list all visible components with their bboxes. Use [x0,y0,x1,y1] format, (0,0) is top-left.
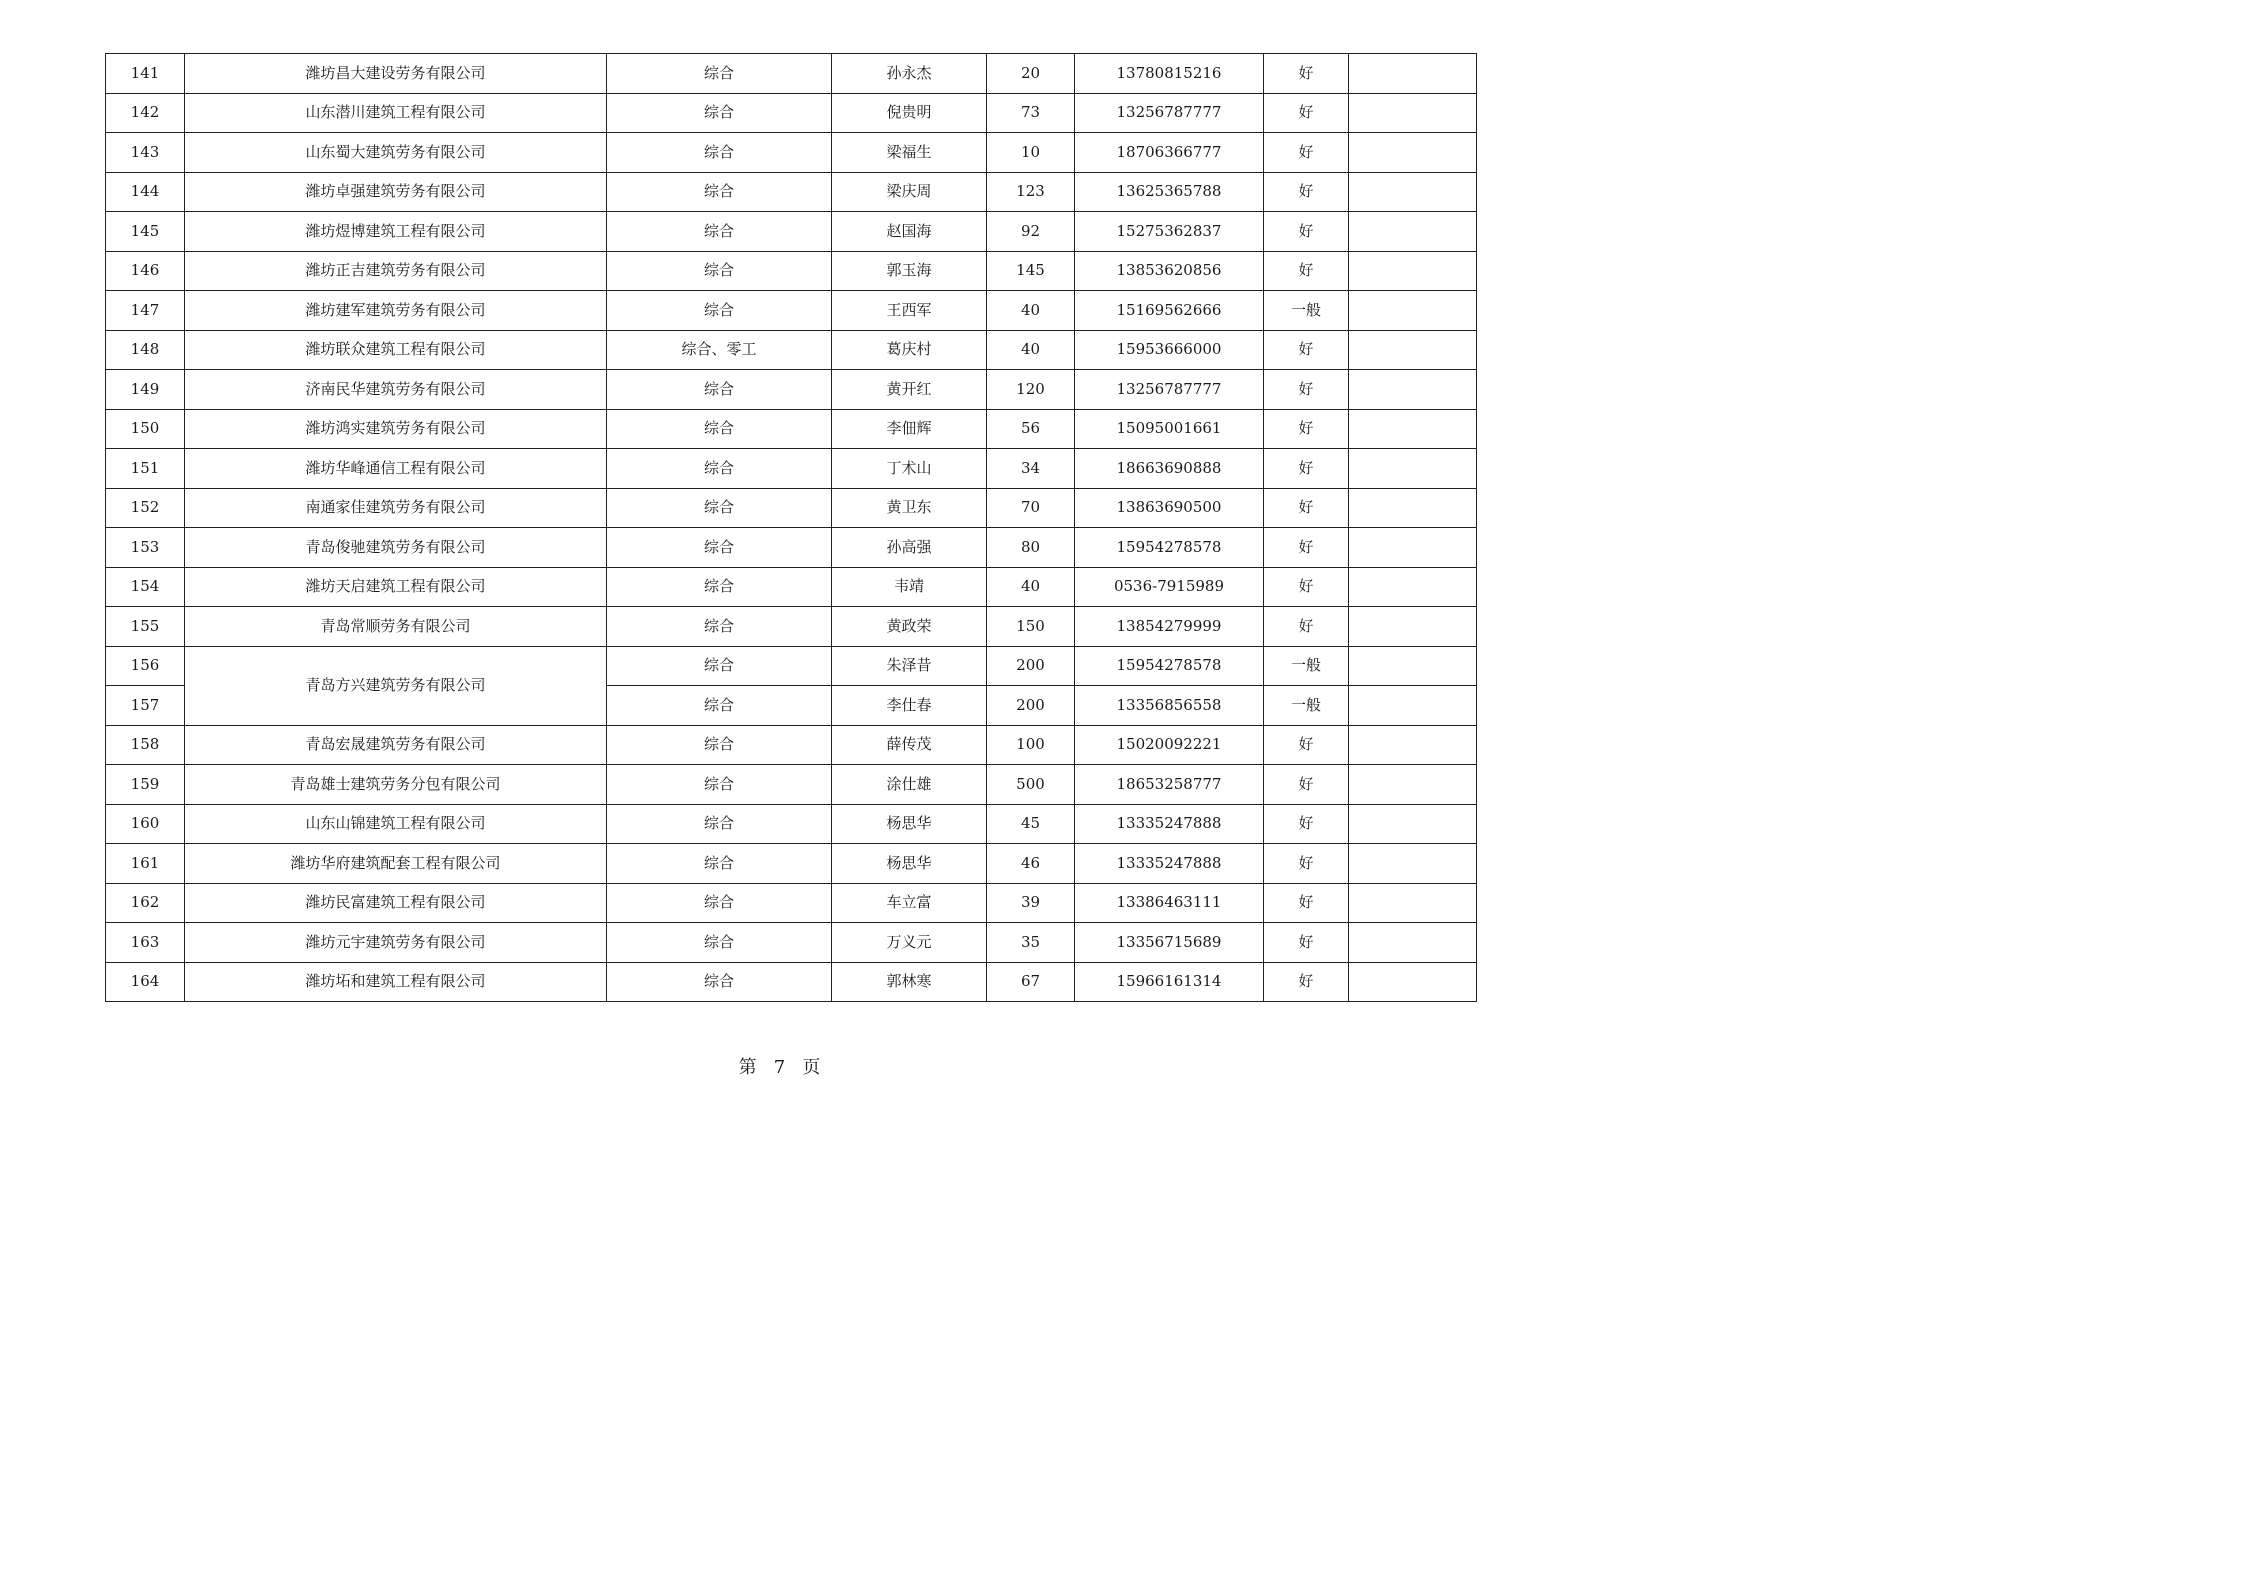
work-type-cell: 综合 [607,291,832,331]
work-type-cell: 综合 [607,923,832,963]
row-number-cell: 145 [106,212,185,252]
company-cell: 潍坊联众建筑工程有限公司 [185,330,607,370]
worker-count-cell: 35 [987,923,1075,963]
work-type-cell: 综合 [607,251,832,291]
contact-person-cell: 薛传茂 [832,725,987,765]
company-cell: 潍坊民富建筑工程有限公司 [185,883,607,923]
worker-count-cell: 45 [987,804,1075,844]
contact-person-cell: 杨思华 [832,844,987,884]
table-row [106,172,1477,212]
page-label-prefix: 第 [738,1057,757,1078]
remark-cell [1349,923,1477,963]
roster-sheet [105,53,1476,1002]
remark-cell [1349,844,1477,884]
rating-cell: 好 [1264,804,1349,844]
company-cell: 潍坊天启建筑工程有限公司 [185,567,607,607]
phone-cell: 15954278578 [1075,528,1264,568]
worker-count-cell: 100 [987,725,1075,765]
worker-count-cell: 40 [987,567,1075,607]
rating-cell: 好 [1264,251,1349,291]
table-row [106,449,1477,489]
row-number-cell: 149 [106,370,185,410]
work-type-cell: 综合 [607,93,832,133]
worker-count-cell: 200 [987,646,1075,686]
contact-person-cell: 黄开红 [832,370,987,410]
work-type-cell: 综合 [607,54,832,94]
rating-cell: 好 [1264,330,1349,370]
row-number-cell: 162 [106,883,185,923]
contact-person-cell: 葛庆村 [832,330,987,370]
row-number-cell: 144 [106,172,185,212]
phone-cell: 13356856558 [1075,686,1264,726]
worker-count-cell: 145 [987,251,1075,291]
company-cell: 潍坊建军建筑劳务有限公司 [185,291,607,331]
table-row [106,962,1477,1002]
table-row [106,93,1477,133]
row-number-cell: 152 [106,488,185,528]
rating-cell: 一般 [1264,646,1349,686]
row-number-cell: 163 [106,923,185,963]
work-type-cell: 综合 [607,686,832,726]
work-type-cell: 综合 [607,488,832,528]
phone-cell: 15966161314 [1075,962,1264,1002]
table-row [106,646,1477,686]
remark-cell [1349,567,1477,607]
row-number-cell: 160 [106,804,185,844]
contact-person-cell: 孙高强 [832,528,987,568]
contact-person-cell: 杨思华 [832,804,987,844]
company-cell: 山东山锦建筑工程有限公司 [185,804,607,844]
work-type-cell: 综合 [607,765,832,805]
remark-cell [1349,409,1477,449]
work-type-cell: 综合 [607,528,832,568]
rating-cell: 好 [1264,725,1349,765]
page-number: 7 [773,1057,786,1078]
contact-person-cell: 丁术山 [832,449,987,489]
contact-person-cell: 黄卫东 [832,488,987,528]
company-cell: 潍坊正吉建筑劳务有限公司 [185,251,607,291]
remark-cell [1349,686,1477,726]
contractor-table [105,53,1477,1002]
table-row [106,844,1477,884]
remark-cell [1349,133,1477,173]
company-cell: 济南民华建筑劳务有限公司 [185,370,607,410]
contact-person-cell: 黄政荣 [832,607,987,647]
work-type-cell: 综合 [607,449,832,489]
contact-person-cell: 郭林寒 [832,962,987,1002]
rating-cell: 好 [1264,765,1349,805]
table-row [106,409,1477,449]
rating-cell: 好 [1264,962,1349,1002]
remark-cell [1349,962,1477,1002]
remark-cell [1349,804,1477,844]
page-label-suffix: 页 [802,1057,821,1078]
remark-cell [1349,765,1477,805]
phone-cell: 15954278578 [1075,646,1264,686]
company-cell: 潍坊昌大建设劳务有限公司 [185,54,607,94]
remark-cell [1349,291,1477,331]
contact-person-cell: 李佃辉 [832,409,987,449]
company-cell: 青岛俊驰建筑劳务有限公司 [185,528,607,568]
phone-cell: 15095001661 [1075,409,1264,449]
phone-cell: 13863690500 [1075,488,1264,528]
work-type-cell: 综合 [607,172,832,212]
work-type-cell: 综合 [607,409,832,449]
work-type-cell: 综合 [607,844,832,884]
phone-cell: 13256787777 [1075,93,1264,133]
rating-cell: 好 [1264,567,1349,607]
phone-cell: 13625365788 [1075,172,1264,212]
table-row [106,804,1477,844]
rating-cell: 一般 [1264,291,1349,331]
table-row [106,212,1477,252]
table-row [106,765,1477,805]
phone-cell: 13853620856 [1075,251,1264,291]
rating-cell: 好 [1264,923,1349,963]
rating-cell: 好 [1264,370,1349,410]
worker-count-cell: 80 [987,528,1075,568]
contact-person-cell: 赵国海 [832,212,987,252]
work-type-cell: 综合 [607,883,832,923]
contact-person-cell: 车立富 [832,883,987,923]
work-type-cell: 综合 [607,804,832,844]
work-type-cell: 综合 [607,962,832,1002]
company-cell: 山东蜀大建筑劳务有限公司 [185,133,607,173]
row-number-cell: 147 [106,291,185,331]
worker-count-cell: 500 [987,765,1075,805]
phone-cell: 0536-7915989 [1075,567,1264,607]
row-number-cell: 148 [106,330,185,370]
contact-person-cell: 万义元 [832,923,987,963]
company-cell: 潍坊华峰通信工程有限公司 [185,449,607,489]
contact-person-cell: 朱泽昔 [832,646,987,686]
work-type-cell: 综合 [607,133,832,173]
worker-count-cell: 73 [987,93,1075,133]
contact-person-cell: 涂仕雄 [832,765,987,805]
rating-cell: 好 [1264,528,1349,568]
work-type-cell: 综合 [607,607,832,647]
work-type-cell: 综合 [607,212,832,252]
company-cell: 山东潜川建筑工程有限公司 [185,93,607,133]
work-type-cell: 综合 [607,370,832,410]
company-cell: 潍坊坧和建筑工程有限公司 [185,962,607,1002]
contact-person-cell: 梁庆周 [832,172,987,212]
company-cell: 潍坊鸿实建筑劳务有限公司 [185,409,607,449]
rating-cell: 好 [1264,449,1349,489]
contact-person-cell: 倪贵明 [832,93,987,133]
worker-count-cell: 46 [987,844,1075,884]
row-number-cell: 154 [106,567,185,607]
table-row [106,133,1477,173]
phone-cell: 15275362837 [1075,212,1264,252]
company-cell: 潍坊华府建筑配套工程有限公司 [185,844,607,884]
worker-count-cell: 40 [987,330,1075,370]
row-number-cell: 141 [106,54,185,94]
worker-count-cell: 40 [987,291,1075,331]
company-cell: 潍坊煜博建筑工程有限公司 [185,212,607,252]
rating-cell: 好 [1264,607,1349,647]
table-row [106,291,1477,331]
contact-person-cell: 郭玉海 [832,251,987,291]
work-type-cell: 综合 [607,646,832,686]
rating-cell: 好 [1264,172,1349,212]
company-cell: 潍坊元宇建筑劳务有限公司 [185,923,607,963]
remark-cell [1349,449,1477,489]
worker-count-cell: 200 [987,686,1075,726]
phone-cell: 18663690888 [1075,449,1264,489]
table-row [106,488,1477,528]
remark-cell [1349,54,1477,94]
contact-person-cell: 王西军 [832,291,987,331]
remark-cell [1349,172,1477,212]
row-number-cell: 164 [106,962,185,1002]
company-cell: 潍坊卓强建筑劳务有限公司 [185,172,607,212]
company-cell: 青岛雄士建筑劳务分包有限公司 [185,765,607,805]
phone-cell: 15953666000 [1075,330,1264,370]
worker-count-cell: 34 [987,449,1075,489]
table-row [106,923,1477,963]
row-number-cell: 142 [106,93,185,133]
worker-count-cell: 10 [987,133,1075,173]
rating-cell: 好 [1264,844,1349,884]
company-cell: 青岛常顺劳务有限公司 [185,607,607,647]
remark-cell [1349,607,1477,647]
company-cell: 南通家佳建筑劳务有限公司 [185,488,607,528]
row-number-cell: 155 [106,607,185,647]
table-row [106,54,1477,94]
phone-cell: 13335247888 [1075,804,1264,844]
rating-cell: 一般 [1264,686,1349,726]
contact-person-cell: 梁福生 [832,133,987,173]
company-cell: 青岛方兴建筑劳务有限公司 [185,646,607,725]
row-number-cell: 161 [106,844,185,884]
rating-cell: 好 [1264,883,1349,923]
table-row [106,370,1477,410]
remark-cell [1349,528,1477,568]
row-number-cell: 157 [106,686,185,726]
table-row [106,607,1477,647]
phone-cell: 13780815216 [1075,54,1264,94]
table-row [106,725,1477,765]
table-body [106,54,1477,1002]
table-row [106,567,1477,607]
remark-cell [1349,646,1477,686]
phone-cell: 13335247888 [1075,844,1264,884]
remark-cell [1349,725,1477,765]
page-footer [0,1053,1559,1079]
rating-cell: 好 [1264,488,1349,528]
row-number-cell: 158 [106,725,185,765]
contact-person-cell: 孙永杰 [832,54,987,94]
row-number-cell: 143 [106,133,185,173]
row-number-cell: 153 [106,528,185,568]
contact-person-cell: 韦靖 [832,567,987,607]
worker-count-cell: 39 [987,883,1075,923]
remark-cell [1349,370,1477,410]
phone-cell: 18653258777 [1075,765,1264,805]
remark-cell [1349,330,1477,370]
rating-cell: 好 [1264,93,1349,133]
work-type-cell: 综合、零工 [607,330,832,370]
row-number-cell: 151 [106,449,185,489]
table-row [106,883,1477,923]
worker-count-cell: 123 [987,172,1075,212]
rating-cell: 好 [1264,212,1349,252]
row-number-cell: 146 [106,251,185,291]
worker-count-cell: 67 [987,962,1075,1002]
phone-cell: 13256787777 [1075,370,1264,410]
phone-cell: 13386463111 [1075,883,1264,923]
row-number-cell: 159 [106,765,185,805]
remark-cell [1349,883,1477,923]
remark-cell [1349,212,1477,252]
row-number-cell: 150 [106,409,185,449]
contact-person-cell: 李仕春 [832,686,987,726]
worker-count-cell: 150 [987,607,1075,647]
table-row [106,528,1477,568]
rating-cell: 好 [1264,133,1349,173]
worker-count-cell: 120 [987,370,1075,410]
remark-cell [1349,251,1477,291]
phone-cell: 13356715689 [1075,923,1264,963]
phone-cell: 18706366777 [1075,133,1264,173]
rating-cell: 好 [1264,409,1349,449]
table-row [106,330,1477,370]
phone-cell: 15169562666 [1075,291,1264,331]
row-number-cell: 156 [106,646,185,686]
rating-cell: 好 [1264,54,1349,94]
phone-cell: 13854279999 [1075,607,1264,647]
worker-count-cell: 20 [987,54,1075,94]
work-type-cell: 综合 [607,567,832,607]
phone-cell: 15020092221 [1075,725,1264,765]
worker-count-cell: 92 [987,212,1075,252]
company-cell: 青岛宏晟建筑劳务有限公司 [185,725,607,765]
worker-count-cell: 56 [987,409,1075,449]
remark-cell [1349,488,1477,528]
remark-cell [1349,93,1477,133]
table-row [106,251,1477,291]
worker-count-cell: 70 [987,488,1075,528]
work-type-cell: 综合 [607,725,832,765]
